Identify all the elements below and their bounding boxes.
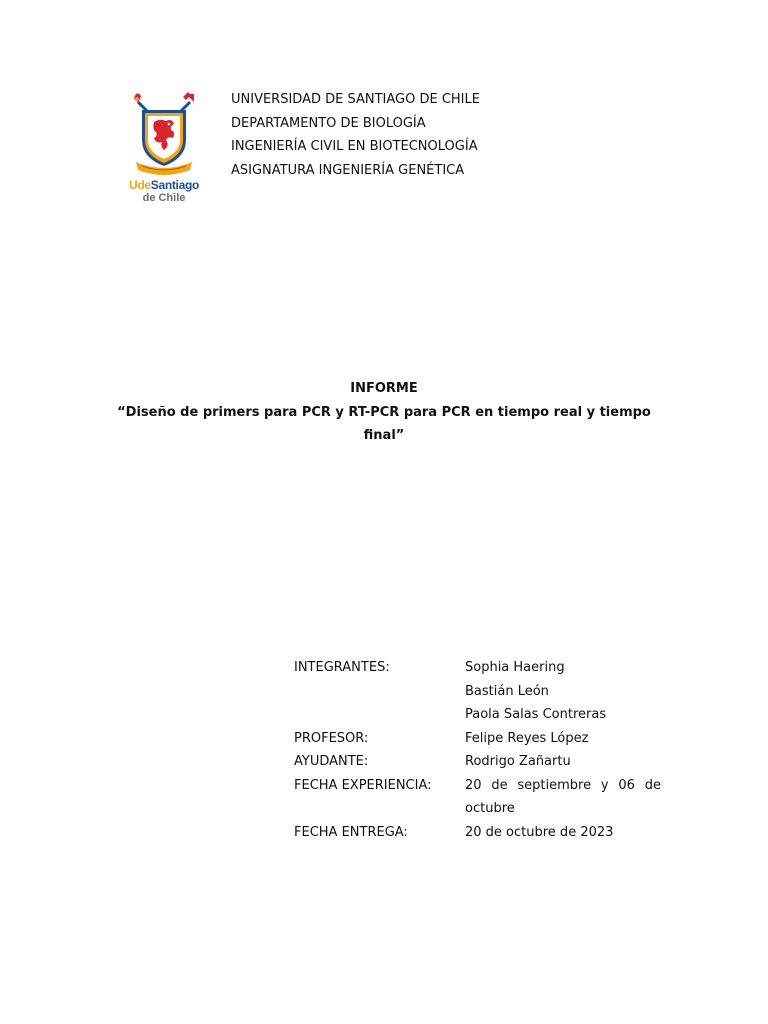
fecha-entrega-value: 20 de octubre de 2023 — [465, 824, 614, 840]
header-program: INGENIERÍA CIVIL EN BIOTECNOLOGÍA — [231, 139, 478, 154]
fecha-entrega-label: FECHA ENTREGA: — [294, 824, 408, 840]
report-title-block — [110, 377, 658, 448]
ayudante-value: Rodrigo Zañartu — [465, 754, 571, 769]
logo-wordmark-santiago: Santiago — [150, 178, 200, 192]
integrantes-label: INTEGRANTES: — [294, 660, 390, 675]
fecha-experiencia-label: FECHA EXPERIENCIA: — [294, 777, 432, 793]
table-row — [294, 656, 661, 680]
table-row — [294, 680, 661, 704]
header-university: UNIVERSIDAD DE SANTIAGO DE CHILE — [231, 92, 480, 107]
fecha-experiencia-value — [465, 774, 661, 821]
logo-wordmark — [126, 178, 202, 192]
table-row — [294, 774, 661, 821]
table-row — [294, 727, 661, 751]
profesor-value: Felipe Reyes López — [465, 730, 589, 746]
header-department: DEPARTAMENTO DE BIOLOGÍA — [231, 115, 426, 131]
member-1: Sophia Haering — [465, 660, 565, 675]
crest-icon — [126, 88, 202, 178]
logo-wordmark-ude: Ude — [128, 178, 151, 192]
header-course: ASIGNATURA INGENIERÍA GENÉTICA — [231, 162, 465, 178]
fecha-experiencia-line2: octubre — [465, 801, 515, 816]
profesor-label: PROFESOR: — [294, 730, 369, 746]
table-row — [294, 750, 661, 774]
report-info-table — [294, 656, 661, 844]
table-row — [294, 703, 661, 727]
logo-wordmark-line2: de Chile — [142, 192, 186, 204]
member-3: Paola Salas Contreras — [465, 707, 607, 722]
institution-header — [231, 91, 480, 185]
ayudante-label: AYUDANTE: — [294, 754, 369, 769]
table-row — [294, 821, 661, 845]
member-2: Bastián León — [465, 683, 549, 699]
report-title: “Diseño de primers para PCR y RT-PCR para PCR en tiempo real y tiempo final” — [117, 404, 651, 443]
fecha-experiencia-line1: 20 de septiembre y 06 de — [465, 777, 661, 793]
report-kind: INFORME — [350, 381, 418, 396]
